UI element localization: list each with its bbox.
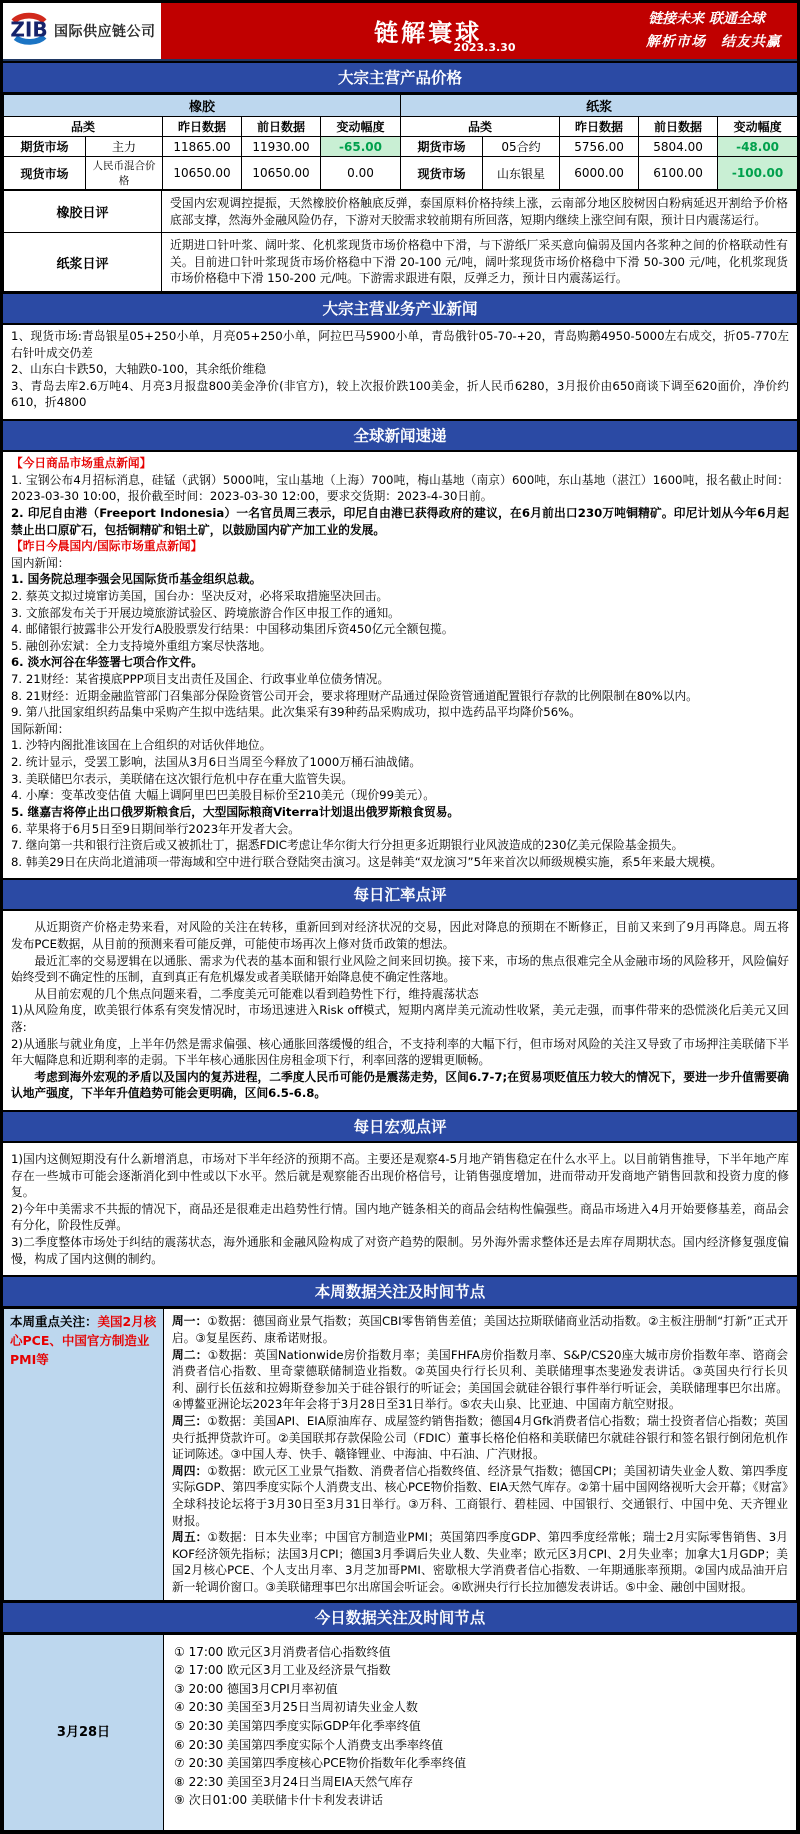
pulp-futures-yesterday: 5756.00 — [560, 137, 639, 157]
schedule-item: ⑤ 20:30 美国第四季度实际GDP年化季率终值 — [174, 1719, 421, 1734]
week-focus-cell — [4, 1309, 164, 1600]
product-header-row — [4, 95, 798, 117]
rubber-spot-yesterday: 10650.00 — [163, 157, 242, 190]
section-title-prices: 大宗主营产品价格 — [3, 61, 797, 94]
intl-news-item: 7. 继向第一共和银行注资后或又被抓壮丁，据悉FDIC考虑让华尔街大行分担更多近期银行业风波造成的230亿美元保险基金损失。 — [11, 838, 684, 853]
schedule-item: ⑧ 22:30 美国至3月24日当周EIA天然气库存 — [174, 1774, 414, 1789]
futures-row — [4, 137, 798, 157]
header-banner — [161, 3, 797, 59]
global-news-block — [3, 452, 797, 878]
rubber-header: 橡胶 — [4, 95, 401, 117]
intl-news-item: 3. 美联储巴尔表示，美联储在这次银行危机中存在重大监管失误。 — [11, 771, 354, 786]
fx-paragraph: 2)从通胀与就业角度，上半年仍然是需求偏强、核心通胀回落缓慢的组合，不支持利率的大幅下行，但市场对风险的关注又导致了市场押注美联储下半年大幅降息和近期利率的走弱。下半年核心通胀因住房租金项下行，利率回落的逻辑更顺畅。 — [11, 1036, 789, 1068]
fx-paragraph: 从目前宏观的几个焦点问题来看，二季度美元可能难以看到趋势性下行，维持震荡状态 — [34, 986, 479, 1001]
macro-paragraph: 3)二季度整体市场处于纠结的震荡状态，海外通胀和金融风险构成了对资产趋势的限制。另外海外需求整体还是去库存周期状态。国内经济修复强度偏慢，构成了国内这侧的制约。 — [11, 1235, 789, 1266]
schedule-item: ⑦ 20:30 美国第四季度核心PCE物价指数年化季率终值 — [174, 1756, 467, 1771]
rubber-futures-prev: 11930.00 — [242, 137, 321, 157]
domestic-news-item: 5. 融创孙宏斌：全力支持境外重组方案尽快落地。 — [11, 638, 272, 653]
fx-paragraph: 1)从风险角度，欧美银行体系有突发情况时，市场迅速进入Risk off模式，短期内离岸美元流动性收紧，美元走强，而事件带来的恐慌淡化后美元又回落: — [11, 1003, 789, 1034]
svg-text:ZIB: ZIB — [10, 17, 48, 42]
section-title-fx: 每日汇率点评 — [3, 878, 797, 911]
week-table — [3, 1308, 797, 1600]
today-schedule-cell — [164, 1634, 797, 1830]
rubber-review-row — [4, 191, 797, 233]
section-title-industry-news: 大宗主营业务产业新闻 — [3, 292, 797, 325]
rubber-review-label: 橡胶日评 — [4, 191, 162, 233]
fx-paragraph-bold: 考虑到海外宏观的矛盾以及国内的复苏进程，二季度人民币可能仍是震荡走势，区间6.7-7;在贸易项贬值压力较大的情况下，要进一步升值需要确认地产强度，下半年升值趋势可能会更明确，区间6.5-6.8。 — [11, 1069, 789, 1101]
pulp-spot-market: 现货市场 — [401, 157, 483, 190]
section-title-today: 今日数据关注及时间节点 — [3, 1601, 797, 1634]
rubber-spot-market: 现货市场 — [4, 157, 86, 190]
pulp-spot-item: 山东银星 — [483, 157, 560, 190]
fx-paragraph: 最近汇率的交易逻辑在以通胀、需求为代表的基本面和银行业风险之间来回切换。接下来，市场的焦点很难完全从金融市场的风险移开，风险偏好始终受到不确定性的压制，直到真正有危机爆发或者美联储开始降息使不确定性落地。 — [11, 953, 789, 985]
rubber-review-text: 受国内宏观调控提振，天然橡胶价格触底反弹，泰国原料价格持续上涨，云南部分地区胶树因白粉病延迟开割给予价格底部支撑，然海外金融风险仍存，下游对天胶需求较前期有所回落，短期内继续上涨空间有限，预计日内震荡运行。 — [162, 191, 797, 233]
col-prev: 前日数据 — [242, 117, 321, 137]
pulp-futures-prev: 5804.00 — [639, 137, 718, 157]
schedule-item: ③ 20:00 德国3月CPI月率初值 — [174, 1681, 338, 1696]
week-focus-highlight: 美国2月核心PCE、中国官方制造业PMI等 — [10, 1314, 157, 1367]
pulp-review-row — [4, 233, 797, 292]
intl-news-label: 国际新闻： — [11, 721, 70, 736]
week-day-thursday: 周四：①数据：欧元区工业景气指数、消费者信心指数终值、经济景气指数；德国CPI；美国初请失业金人数、第四季度实际GDP、第四季度实际个人消费支出、核心PCE物价指数、EIA天然气库存。②第十届中国网络视听大会开幕；《财富》全球科技论坛将于3月30日至3月31日举行。③万科、工商银行、碧桂园、中国银行、交通银行、中国中免、天齐锂业财报。 — [172, 1463, 788, 1528]
today-date-cell: 3月28日 — [4, 1634, 164, 1830]
macro-commentary-block — [3, 1143, 797, 1275]
schedule-item: ① 17:00 欧元区3月消费者信心指数终值 — [174, 1644, 391, 1659]
domestic-news-label: 国内新闻： — [11, 555, 70, 570]
schedule-item: ② 17:00 欧元区3月工业及经济景气指数 — [174, 1663, 391, 1678]
col-category: 品类 — [401, 117, 560, 137]
industry-news-item: 2、山东白卡跌50，大轴跌0-100，其余纸价维稳 — [11, 362, 266, 377]
industry-news-item: 3、青岛去库2.6万吨4、月亮3月报盘800美金净价(非官方)，较上次报价跌100美金，折人民币6280，3月报价由650商谈下调至620面价，净价约610，折4800 — [11, 378, 789, 410]
industry-news-item: 1、现货市场:青岛银星05+250小单，月亮05+250小单，阿拉巴马5900小单，青岛俄针05-70-+20，青岛购鹅4950-5000左右成交，折05-770左右针叶成交仍差 — [11, 329, 789, 360]
intl-news-item: 2. 统计显示，受罢工影响，法国从3月6日当周至今释放了1000万桶石油战储。 — [11, 755, 422, 770]
today-row — [4, 1634, 797, 1830]
newsletter-date: 2023.3.30 — [453, 41, 516, 54]
section-title-macro: 每日宏观点评 — [3, 1110, 797, 1143]
today-news-item: 1. 宝钢公布4月招标消息，硅锰（武钢）5000吨，宝山基地（上海）700吨，梅山基地（南京）600吨，东山基地（湛江）1600吨，报名截止时间：2023-03-30 10:00，报价截至时间：2023-03-30 12:00，要求交货期：2023-4-30日前。 — [11, 472, 789, 504]
fx-commentary-block — [3, 911, 797, 1110]
rubber-spot-item: 人民币混合价格 — [86, 157, 163, 190]
domestic-news-item: 3. 文旅部发布关于开展边境旅游试验区、跨境旅游合作区申报工作的通知。 — [11, 605, 400, 620]
pulp-review-text: 近期进口针叶浆、阔叶浆、化机浆现货市场价格稳中下滑，与下游纸厂采买意向偏弱及国内各浆种之间的价格联动性有关。目前进口针叶浆现货市场价格稳中下滑 20-100 元/吨，阔叶浆现货市场价格稳中下滑 50-300 元/吨，化机浆现货市场价格稳中下滑 150-200 元/吨。下游需求跟进有限，反弹乏力，预计日内震荡运行。 — [162, 233, 797, 292]
newsletter-title: 链解寰球 — [374, 19, 483, 47]
slogan-line-1: 链接未来 联通全球 — [648, 11, 765, 27]
week-row — [4, 1309, 797, 1600]
pulp-futures-item: 05合约 — [483, 137, 560, 157]
pulp-futures-change: -48.00 — [718, 137, 798, 157]
domestic-news-item: 6. 淡水河谷在华签署七项合作文件。 — [11, 655, 203, 670]
rubber-spot-change: 0.00 — [321, 157, 401, 190]
col-yesterday: 昨日数据 — [560, 117, 639, 137]
spot-row — [4, 157, 798, 190]
slogan-line-2: 解析市场 结友共赢 — [646, 34, 781, 51]
col-change: 变动幅度 — [321, 117, 401, 137]
section-title-week: 本周数据关注及时间节点 — [3, 1275, 797, 1308]
schedule-item: ⑥ 20:30 美国第四季度实际个人消费支出季率终值 — [174, 1737, 443, 1752]
schedule-item: ⑨ 次日01:00 美联储卡什卡利发表讲话 — [174, 1793, 383, 1808]
zib-logo-icon — [7, 8, 51, 54]
company-name: 国际供应链公司 — [54, 24, 156, 40]
rubber-spot-prev: 10650.00 — [242, 157, 321, 190]
intl-news-item: 5. 继嘉吉将停止出口俄罗斯粮食后，大型国际粮商Viterra计划退出俄罗斯粮食贸易。 — [11, 804, 460, 819]
domestic-news-item: 4. 邮储银行披露非公开发行A股股票发行结果：中国移动集团斥资450亿元全额包揽。 — [11, 622, 454, 637]
column-header-row — [4, 117, 798, 137]
pulp-header: 纸浆 — [401, 95, 798, 117]
today-news-heading: 【今日商品市场重点新闻】 — [11, 456, 152, 471]
week-day-monday: 周一：①数据：德国商业景气指数；英国CBI零售销售差值；美国达拉斯联储商业活动指数。②主板注册制“打新”正式开启。③复星医药、康希诺财报。 — [172, 1314, 788, 1345]
domestic-news-item: 7. 21财经：某省摸底PPP项目支出责任及国企、行政事业单位债务情况。 — [11, 672, 390, 687]
pulp-spot-prev: 6100.00 — [639, 157, 718, 190]
section-title-global-news: 全球新闻速递 — [3, 419, 797, 452]
header — [3, 3, 797, 61]
col-prev: 前日数据 — [639, 117, 718, 137]
week-focus-prefix: 本周重点关注： — [10, 1314, 98, 1330]
macro-paragraph: 1)国内这侧短期没有什么新增消息，市场对下半年经济的预期不高。主要还是观察4-5月地产销售稳定在什么水平上。以目前销售推导，下半年地产库存在一些城市可能会逐渐消化到中性或以下水平。然后就是观察能否出现价格信号，让销售强度增加，进而带动开发商地产销售回款和投资力度的修复。 — [11, 1152, 789, 1200]
rubber-futures-item: 主力 — [86, 137, 163, 157]
today-news-item: 2. 印尼自由港（Freeport Indonesia）一名官员周三表示，印尼自由港已获得政府的建议，在6月前出口230万吨铜精矿。印尼计划从今年6月起禁止出口原矿石，包括铜精矿和铝土矿，以鼓励国内矿产加工业的发展。 — [11, 505, 789, 537]
rubber-futures-yesterday: 11865.00 — [163, 137, 242, 157]
domestic-news-item: 2. 蔡英文拟过境窜访美国，国台办：坚决反对，必将采取措施坚决回击。 — [11, 588, 389, 603]
intl-news-item: 6. 苹果将于6月5日至9日期间举行2023年开发者大会。 — [11, 821, 300, 836]
week-detail-cell — [164, 1309, 797, 1600]
domestic-news-item: 9. 第八批国家组织药品集中采购产生拟中选结果。此次集采有39种药品采购成功，拟中选药品平均降价56%。 — [11, 705, 581, 720]
week-day-tuesday: 周二：①数据：英国Nationwide房价指数月率；美国FHFA房价指数月率、S&P/CS20座大城市房价指数年率、谘商会消费者信心指数、里奇蒙德联储制造业指数。②英国央行行长贝利、美联储理事杰斐逊发表讲话。③英国央行行长贝利、副行长伍兹和拉姆斯登参加关于硅谷银行的听证会；美国国会就硅谷银行事件举行听证会，美联储理事巴尔出席。④博鳌亚洲论坛2023年年会将于3月28日至31日举行。⑤农夫山泉、比亚迪、中国南方航空财报。 — [172, 1347, 788, 1412]
pulp-futures-market: 期货市场 — [401, 137, 483, 157]
pulp-review-label: 纸浆日评 — [4, 233, 162, 292]
col-change: 变动幅度 — [718, 117, 798, 137]
intl-news-item: 1. 沙特内阁批准该国在上合组织的对话伙伴地位。 — [11, 738, 272, 753]
industry-news-block — [3, 325, 797, 419]
schedule-item: ④ 20:30 美国至3月25日当周初请失业金人数 — [174, 1700, 418, 1715]
week-day-wednesday: 周三：①数据：美国API、EIA原油库存、成屋签约销售指数；德国4月Gfk消费者信心指数；瑞士投资者信心指数；英国央行抵押贷款许可。②美国联邦存款保险公司（FDIC）董事长格伦伯格和美联储巴尔就硅谷银行和签名银行倒闭危机作证词陈述。③中国人寿、快手、赣锋锂业、中海油、中石油、广汽财报。 — [172, 1413, 788, 1462]
price-table — [3, 94, 798, 190]
review-table — [3, 190, 797, 292]
fx-paragraph: 从近期资产价格走势来看，对风险的关注在转移，重新回到对经济状况的交易，因此对降息的预期在不断修正，目前又来到了9月再降息。周五将发布PCE数据，从目前的预测来看可能反弹，可能使市场再次上修对货币政策的想法。 — [11, 920, 789, 951]
col-yesterday: 昨日数据 — [163, 117, 242, 137]
rubber-futures-change: -65.00 — [321, 137, 401, 157]
macro-paragraph: 2)今年中美需求不共振的情况下，商品还是很难走出趋势性行情。国内地产链条相关的商品会结构性偏强些。商品市场进入4月开始要修基差，商品会有分化，阶段性反弹。 — [11, 1201, 789, 1233]
intl-news-item: 8. 韩美29日在庆尚北道浦项一带海域和空中进行联合登陆突击演习。这是韩美“双龙演习”5年来首次以师级规模实施，系5年来最大规模。 — [11, 854, 723, 869]
today-table — [3, 1634, 797, 1831]
intl-news-item: 4. 小摩：变革改变估值 大幅上调阿里巴巴美股目标价至210美元（现价99美元）。 — [11, 788, 435, 803]
pulp-spot-yesterday: 6000.00 — [560, 157, 639, 190]
rubber-futures-market: 期货市场 — [4, 137, 86, 157]
slogans — [632, 8, 781, 54]
pulp-spot-change: -100.00 — [718, 157, 798, 190]
yesterday-news-heading: 【昨日今晨国内/国际市场重点新闻】 — [11, 539, 203, 554]
domestic-news-item: 8. 21财经：近期金融监管部门召集部分保险资管公司开会，要求将理财产品通过保险资管通道配置银行存款的比例限制在80%以内。 — [11, 688, 698, 703]
week-day-friday: 周五：①数据：日本失业率；中国官方制造业PMI；英国第四季度GDP、第四季度经常帐；瑞士2月实际零售销售、3月KOF经济领先指标；法国3月CPI；德国3月季调后失业人数、失业率；欧元区3月CPI、2月失业率；加拿大1月GDP；美国2月核心PCE、个人支出月率、3月芝加哥PMI、密歇根大学消费者信心指数、一年期通胀率预期。②国内成品油开启新一轮调价窗口。③美联储理事巴尔出席国会听证会。④欧洲央行行长拉加德发表讲话。⑤中金、融创中国财报。 — [172, 1530, 788, 1595]
domestic-news-item: 1. 国务院总理李强会见国际货币基金组织总裁。 — [11, 572, 262, 587]
logo-box — [3, 3, 161, 59]
col-category: 品类 — [4, 117, 163, 137]
